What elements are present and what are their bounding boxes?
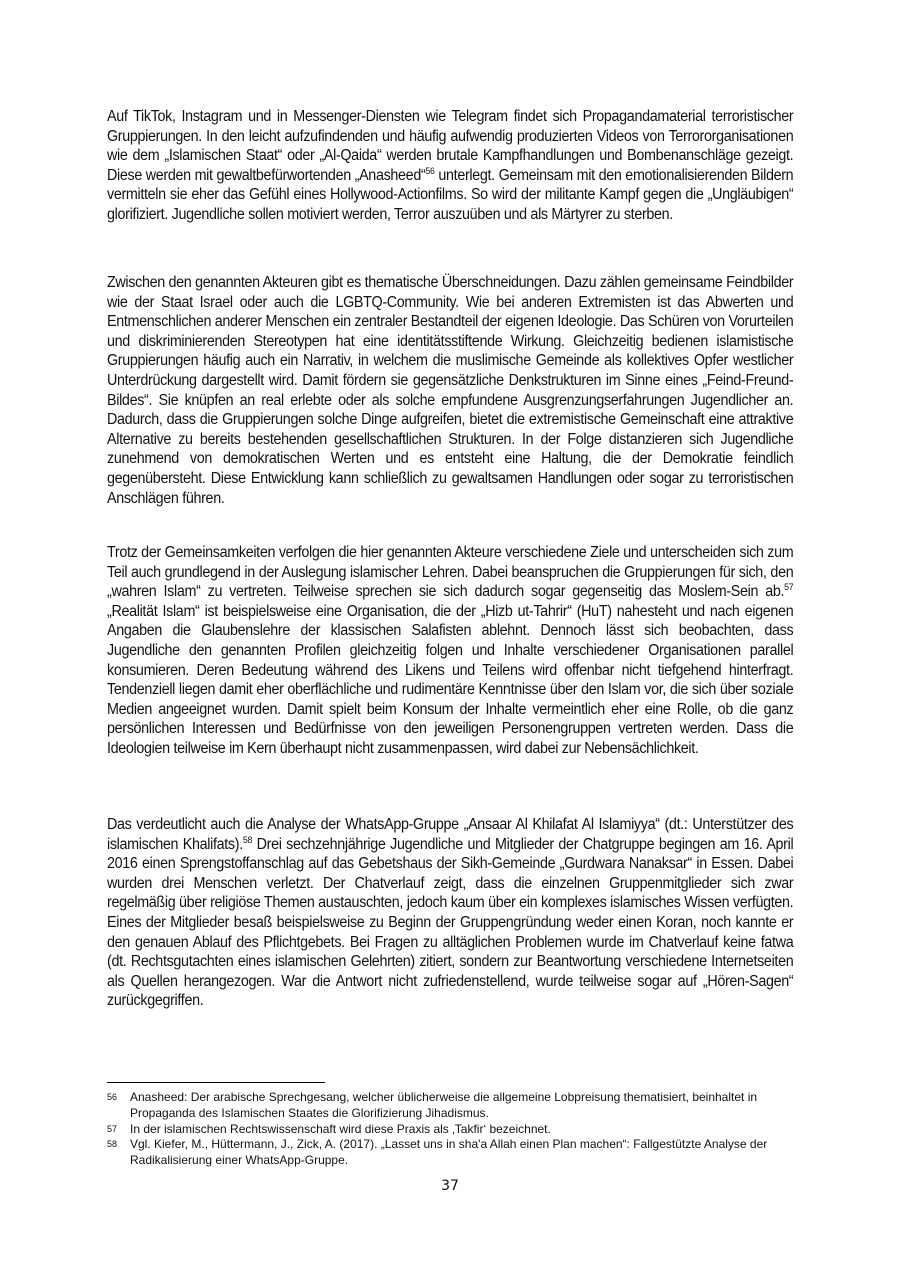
paragraph-1: [107, 107, 793, 225]
footnote-text: Anasheed: Der arabische Sprechgesang, welcher üblicherweise die allgemeine Lobpreisung thematisiert, beinhaltet in Propaganda des Islamischen Staates die Glorifizierung Jihadismus.: [130, 1090, 758, 1120]
paragraph-1-text: Auf TikTok, Instagram und in Messenger-Diensten wie Telegram findet sich Propagandamaterial terroristischer Gruppierungen. In den leicht aufzufindenden und häufig aufwendig produzierten Videos von Terrororganisationen wie dem „Islamischen Staat“ oder „Al-Qaida“ werden brutale Kampfhandlungen und Bombenanschläge gezeigt. Diese werden mit gewaltbefürwortenden „Anasheed“: [107, 108, 794, 184]
footnote-56: [107, 1090, 793, 1122]
footnote-text: Vgl. Kiefer, M., Hüttermann, J., Zick, A. (2017). „Lasset uns in sha'a Allah einen Plan machen“: Fallgestützte Analyse der Radikalisierung einer WhatsApp-Gruppe.: [130, 1137, 768, 1168]
paragraph-4-text: Das verdeutlicht auch die Analyse der WhatsApp-Gruppe „Ansaar Al Khilafat Al Islamiyya“ (dt.: Unterstützer des islamischen Khalifats).: [107, 816, 794, 853]
paragraph-2-text: Zwischen den genannten Akteuren gibt es thematische Überschneidungen. Dazu zählen gemeinsame Feindbilder wie der Staat Israel oder auch die LGBTQ-Community. Wie bei anderen Extremisten ist das Abwerten und Entmenschlichen anderer Menschen ein zentraler Bestandteil der eigenen Ideologie. Das Schüren von Vorurteilen und diskriminierenden Stereotypen hat eine identitätsstiftende Wirkung. Gleichzeitig bedienen islamistische Gruppierungen häufig auch ein Narrativ, in welchem die muslimische Gemeinde als kollektives Opfer westlicher Unterdrückung dargestellt wird. Damit fördern sie gegensätzliche Denkstrukturen im Sinne eines „Feind-Freund-Bildes“. Sie knüpfen an real erlebte oder als solche empfundene Ausgrenzungserfahrungen Jugendlicher an. Dadurch, dass die Gruppierungen solche Dinge aufgreifen, bietet die extremistische Gemeinschaft eine attraktive Alternative zu bereits bestehenden gesellschaftlichen Strukturen. In der Folge distanzieren sich Jugendliche zunehmend von demokratischen Werten und es entsteht eine Haltung, die der Demokratie feindlich gegenübersteht. Diese Entwicklung kann schließlich zu gewaltsamen Handlungen oder sogar zu terroristischen Anschlägen führen.: [107, 274, 794, 507]
footnote-number: 58: [107, 1139, 118, 1150]
footnote-57: [107, 1122, 793, 1138]
footnote-ref-57[interactable]: 57: [784, 582, 794, 594]
footnote-number: 57: [107, 1123, 118, 1134]
footnote-separator: [107, 1082, 325, 1083]
footnotes: [107, 1090, 793, 1169]
paragraph-4: [107, 815, 793, 1011]
footnote-text: In der islamischen Rechtswissenschaft wird diese Praxis als ‚Takfir‘ bezeichnet.: [130, 1121, 551, 1136]
paragraph-4-text-after: Drei sechzehnjährige Jugendliche und Mitglieder der Chatgruppe begingen am 16. April 2016 einen Sprengstoffanschlag auf das Gebetshaus der Sikh-Gemeinde „Gurdwara Nanaksar“ in Essen. Dabei wurden drei Menschen verletzt. Der Chatverlauf zeigt, dass die einzelnen Gruppenmitglieder sich zwar regelmäßig über religiöse Themen austauschten, jedoch kaum über ein komplexes islamisches Wissen verfügten. Eines der Mitglieder besaß beispielsweise zu Beginn der Gruppengründung weder einen Koran, noch kannte er den genauen Ablauf des Pflichtgebets. Bei Fragen zu alltäglichen Problemen wurde im Chatverlauf keine fatwa (dt. Rechtsgutachten eines islamischen Gelehrten) zitiert, sondern zur Beantwortung verschiedene Internetseiten als Quellen herangezogen. War die Antwort nicht zufriedenstellend, wurde teilweise sogar auf „Hören-Sagen“ zurückgegriffen.: [107, 835, 794, 1010]
paragraph-3: [107, 543, 793, 759]
footnote-ref-56[interactable]: 56: [425, 165, 435, 177]
paragraph-2: [107, 273, 793, 508]
footnote-ref-58[interactable]: 58: [242, 834, 253, 846]
page-number: 37: [441, 1178, 459, 1194]
footnote-58: [107, 1137, 793, 1169]
footnote-number: 56: [107, 1092, 118, 1102]
paragraph-3-text-after: „Realität Islam“ ist beispielsweise eine Organisation, die der „Hizb ut-Tahrir“ (HuT) nahesteht und nach eigenen Angaben die Glaubenslehre der klassischen Salafisten ablehnt. Dennoch lässt sich beobachten, dass Jugendliche den genannten Profilen gleichzeitig folgen und Inhalte verschiedener Organisationen parallel konsumieren. Deren Bedeutung während des Likens und Teilens wird offenbar nicht tiefgehend hinterfragt. Tendenziell liegen damit eher oberflächliche und rudimentäre Kenntnisse über den Islam vor, die sich über soziale Medien angeeignet wurden. Damit spielt beim Konsum der Inhalte vermeintlich eher eine Rolle, ob die ganz persönlichen Interessen und Bedürfnisse von den jeweiligen Personengruppen vertreten werden. Dass die Ideologien teilweise im Kern überhaupt nicht zusammenpassen, wird dabei zur Nebensächlichkeit.: [107, 602, 794, 757]
paragraph-3-text: Trotz der Gemeinsamkeiten verfolgen die hier genannten Akteure verschiedene Ziele und unterscheiden sich zum Teil auch grundlegend in der Auslegung islamischer Lehren. Dabei beanspruchen die Gruppierungen für sich, den „wahren Islam“ zu vertreten. Teilweise sprechen sie sich dadurch sogar gegenseitig das Moslem-Sein ab.: [107, 544, 794, 601]
paragraph-1-text-after: unterlegt. Gemeinsam mit den emotionalisierenden Bildern vermitteln sie eher das Gefühl eines Hollywood-Actionfilms. So wird der militante Kampf gegen die „Ungläubigen“ glorifiziert. Jugendliche sollen motiviert werden, Terror auszuüben und als Märtyrer zu sterben.: [107, 166, 794, 223]
